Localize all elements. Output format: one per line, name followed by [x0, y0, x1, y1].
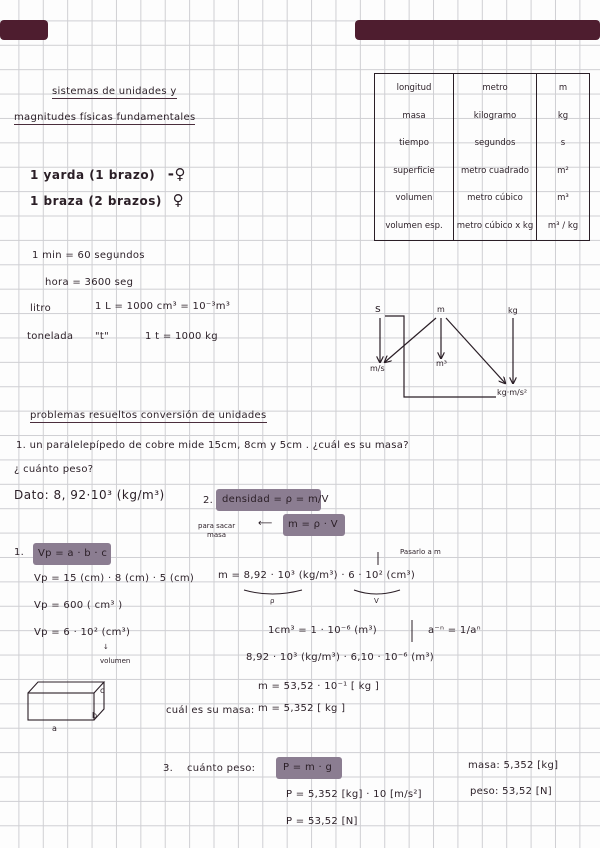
rho-under: ρ	[270, 597, 275, 605]
arrow-left-icon: ⟵	[258, 518, 273, 529]
female-symbol-icon: ♀	[172, 191, 185, 209]
weight-value-note: peso: 53,52 [N]	[470, 786, 552, 797]
box-label-b: b	[92, 711, 98, 720]
v-under: V	[374, 597, 379, 605]
diagram-kg-m-s2: kg·m/s²	[497, 388, 528, 397]
negative-exponent-rule: a⁻ⁿ = 1/aⁿ	[428, 625, 481, 636]
weight-calculation: P = 5,352 [kg] · 10 [m/s²]	[286, 789, 422, 800]
step3-label: 3.	[163, 763, 174, 774]
minute-conversion: 1 min = 60 segundos	[32, 250, 145, 261]
step2-label: 2.	[203, 495, 214, 506]
vp-step3: Vp = 6 · 10² (cm³)	[34, 627, 131, 638]
weight-formula: P = m · g	[283, 762, 333, 773]
density-formula: densidad = ρ = m/V	[222, 494, 329, 505]
mass-result2: m = 5,352 [ kg ]	[258, 703, 346, 714]
diagram-kg: kg	[508, 306, 518, 315]
table-row: tiempo segundos s	[375, 129, 590, 157]
para-sacar-masa: para sacar masa	[198, 522, 236, 539]
diagram-m: m	[437, 305, 445, 314]
box-label-a: a	[52, 724, 57, 733]
female-symbol-icon: -♀	[167, 165, 186, 183]
mass-question: cuál es su masa:	[166, 705, 255, 716]
table-row: volumen esp. metro cúbico x kg m³ / kg	[375, 212, 590, 240]
ton-symbol: "t"	[95, 331, 110, 342]
title-line1: sistemas de unidades y	[52, 86, 177, 97]
weight-result: P = 53,52 [N]	[286, 816, 358, 827]
ton-label: tonelada	[27, 331, 74, 342]
yarda-line: 1 yarda (1 brazo) -♀	[30, 165, 186, 183]
ton-conversion: 1 t = 1000 kg	[145, 331, 218, 342]
table-row: masa kilogramo kg	[375, 102, 590, 130]
weight-question: cuánto peso:	[187, 763, 256, 774]
mass-equation: m = 8,92 · 10³ (kg/m³) · 6 · 10² (cm³)	[218, 570, 416, 581]
diagram-s: s	[375, 302, 381, 315]
diagram-m3: m³	[436, 359, 447, 368]
title-line2: magnitudes físicas fundamentales	[14, 112, 196, 123]
volumen-label: volumen	[100, 657, 131, 665]
vp-step1: Vp = 15 (cm) · 8 (cm) · 5 (cm)	[34, 573, 195, 584]
mass-formula: m = ρ · V	[288, 519, 338, 530]
hour-conversion: hora = 3600 seg	[45, 277, 134, 288]
braza-line: 1 braza (2 brazos) ♀	[30, 191, 185, 209]
mass-result1: m = 53,52 · 10⁻¹ [ kg ]	[258, 681, 380, 692]
box-label-c: c	[100, 686, 105, 695]
volumen-arrow-icon: ↓	[103, 643, 109, 651]
table-row: superficie metro cuadrado m²	[375, 157, 590, 185]
mass-calculation: 8,92 · 10³ (kg/m³) · 6,10 · 10⁻⁶ (m³)	[246, 652, 434, 663]
problem-statement: 1. un paralelepípedo de cobre mide 15cm, 8cm y 5cm . ¿cuál es su masa?	[16, 440, 409, 451]
liter-conversion: 1 L = 1000 cm³ = 10⁻³m³	[95, 301, 231, 312]
cm3-conversion: 1cm³ = 1 · 10⁻⁶ (m³)	[268, 625, 377, 636]
dato: Dato: 8, 92·10³ (kg/m³)	[14, 488, 165, 502]
problem-question2: ¿ cuánto peso?	[14, 464, 94, 475]
pasarlo-note: Pasarlo a m	[400, 548, 441, 556]
vp-formula: Vp = a · b · c	[38, 548, 108, 559]
vp-step2: Vp = 600 ( cm³ )	[34, 600, 123, 611]
step1-label: 1.	[14, 547, 25, 558]
section2-title: problemas resueltos conversión de unidades	[30, 410, 267, 421]
diagram-m-s: m/s	[370, 364, 385, 373]
mass-value-note: masa: 5,352 [kg]	[468, 760, 559, 771]
table-row: longitud metro m	[375, 74, 590, 102]
liter-label: litro	[30, 303, 51, 314]
table-row: volumen metro cúbico m³	[375, 185, 590, 213]
